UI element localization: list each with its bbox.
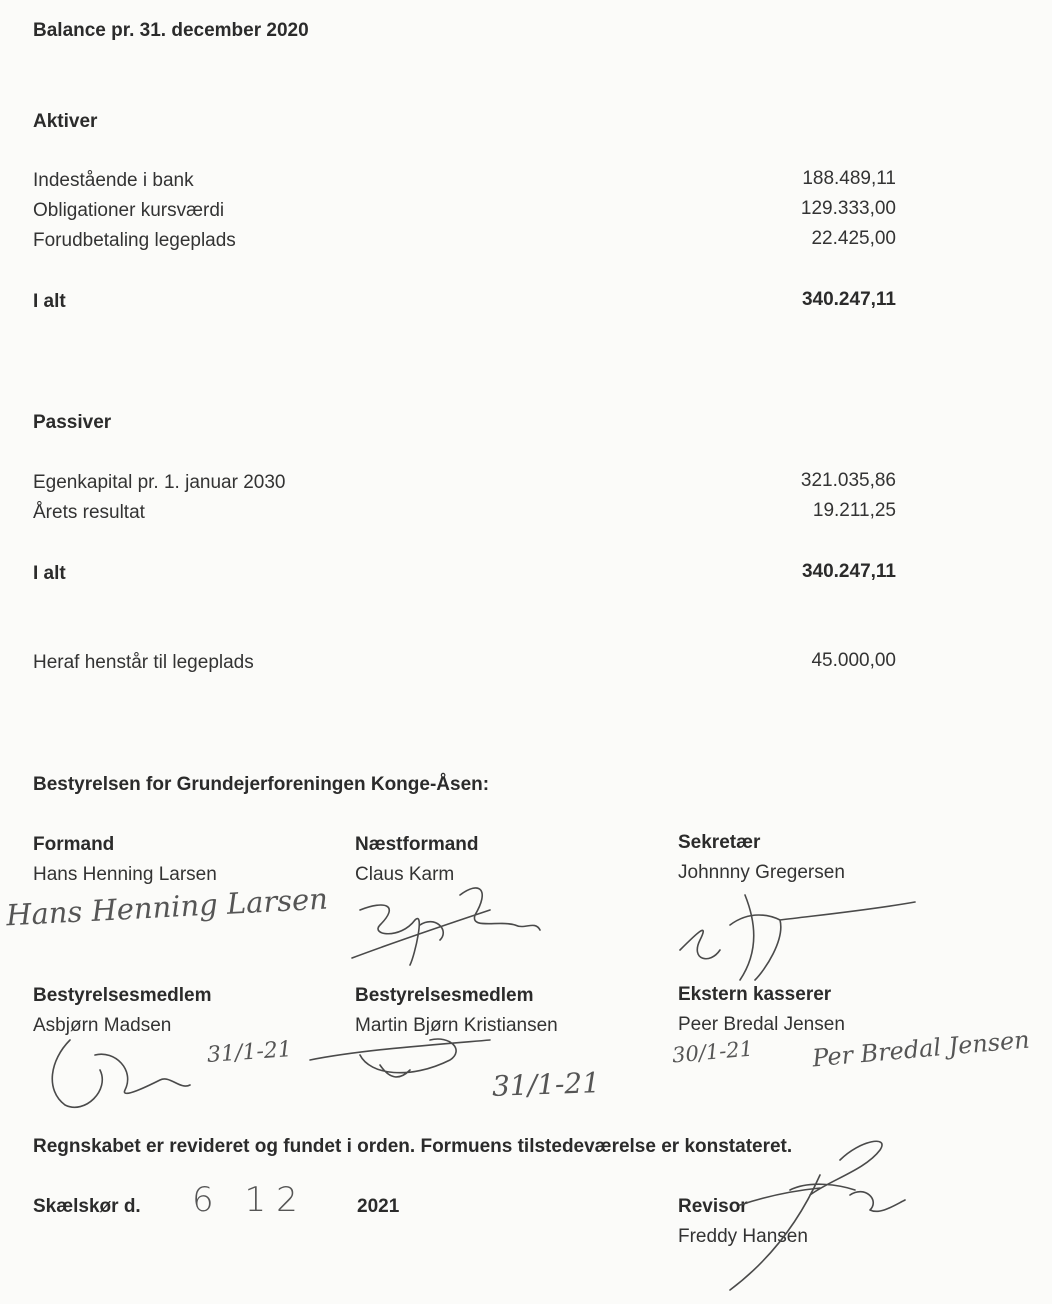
signature-sekretaer	[670, 880, 930, 990]
document-title: Balance pr. 31. december 2020	[33, 20, 309, 41]
member-name: Claus Karm	[355, 864, 455, 885]
member-name: Hans Henning Larsen	[33, 864, 217, 885]
liability-label: Årets resultat	[33, 502, 145, 523]
liability-label: Egenkapital pr. 1. januar 2030	[33, 472, 286, 493]
signature-kasserer: Per Bredal Jensen	[811, 1025, 1031, 1073]
asset-value: 22.425,00	[811, 228, 896, 249]
asset-label: Obligationer kursværdi	[33, 200, 225, 221]
member-role: Bestyrelsesmedlem	[355, 985, 534, 1006]
asset-label: Indestående i bank	[33, 170, 194, 191]
member-name: Johnnny Gregersen	[678, 862, 845, 883]
reserve-value: 45.000,00	[811, 650, 896, 671]
liabilities-heading: Passiver	[33, 412, 112, 433]
member-name: Martin Bjørn Kristiansen	[355, 1015, 558, 1036]
auditor-name: Freddy Hansen	[678, 1226, 808, 1247]
signature-madsen	[40, 1030, 210, 1120]
date-kristiansen: 31/1-21	[491, 1066, 601, 1103]
audit-year: 2021	[357, 1196, 400, 1217]
signature-formand: Hans Henning Larsen	[5, 881, 329, 933]
asset-value: 129.333,00	[800, 198, 896, 219]
reserve-label: Heraf henstår til legeplads	[33, 652, 254, 673]
member-name: Asbjørn Madsen	[33, 1015, 172, 1036]
date-madsen: 31/1-21	[206, 1037, 293, 1068]
member-role: Formand	[33, 834, 115, 855]
assets-total-value: 340.247,11	[801, 289, 896, 310]
member-name: Peer Bredal Jensen	[678, 1014, 845, 1035]
auditor-role: Revisor	[678, 1196, 748, 1217]
member-role: Ekstern kasserer	[678, 984, 832, 1005]
liability-value: 19.211,25	[812, 500, 896, 521]
liabilities-total-value: 340.247,11	[801, 561, 896, 582]
board-heading: Bestyrelsen for Grundejerforeningen Konge-Åsen:	[33, 774, 490, 795]
asset-label: Forudbetaling legeplads	[33, 230, 236, 251]
date-kasserer: 30/1-21	[671, 1036, 754, 1068]
liabilities-total-label: I alt	[33, 563, 66, 584]
place-label: Skælskør d.	[33, 1196, 141, 1217]
member-role: Bestyrelsesmedlem	[33, 985, 212, 1006]
signature-kristiansen	[300, 1020, 500, 1090]
assets-total-label: I alt	[33, 291, 66, 312]
assets-heading: Aktiver	[33, 111, 98, 132]
handwritten-date: 6 12	[192, 1180, 308, 1220]
liability-value: 321.035,86	[800, 470, 896, 491]
member-role: Sekretær	[678, 832, 761, 853]
signature-revisor	[680, 1120, 920, 1300]
audit-statement: Regnskabet er revideret og fundet i orden. Formuens tilstedeværelse er konstateret.	[33, 1136, 793, 1157]
asset-value: 188.489,11	[802, 168, 896, 189]
member-role: Næstformand	[355, 834, 479, 855]
signature-naestformand	[340, 870, 560, 970]
